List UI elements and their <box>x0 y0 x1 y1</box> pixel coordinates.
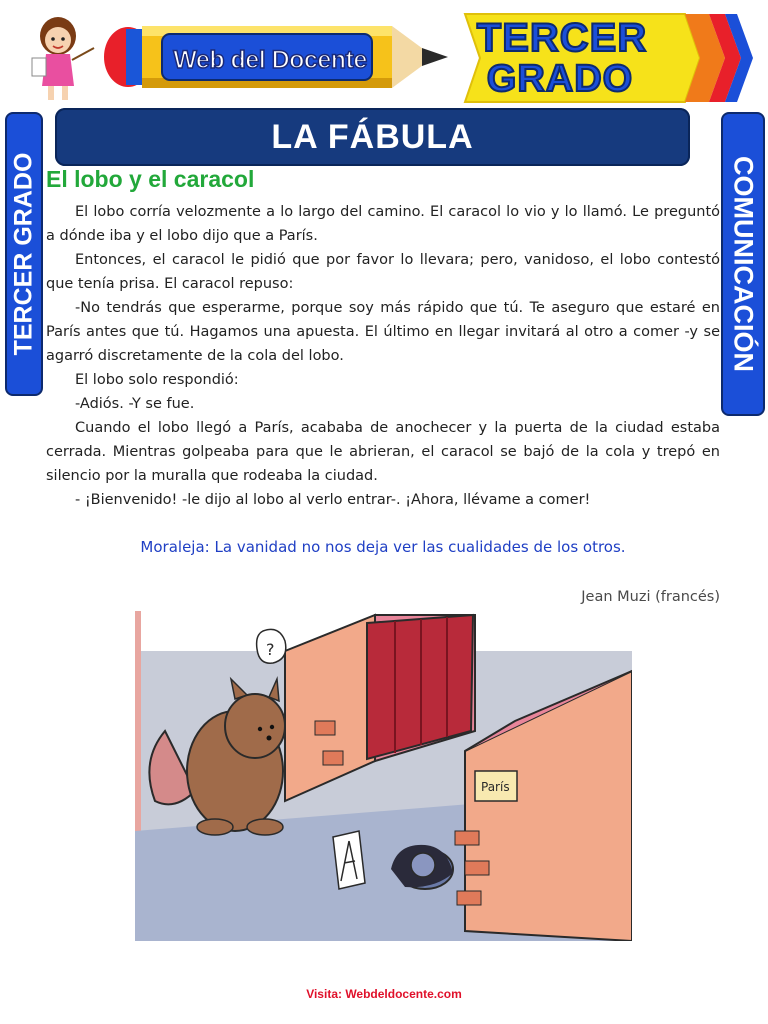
right-banner-label: COMUNICACIÓN <box>728 156 759 372</box>
story-body <box>46 200 720 512</box>
page-title: LA FÁBULA <box>271 118 474 156</box>
story-paragraph: -No tendrás que esperarme, porque soy más rápido que tú. Te aseguro que estaré en París antes que tú. Hagamos una apuesta. El último en llegar invitará al otro a comer -y se agarró discretamente de la cola del lobo. <box>46 300 720 364</box>
story-paragraph: Cuando el lobo llegó a París, acababa de anochecer y la puerta de la ciudad estaba cerrada. Mientras golpeaba para que le abrieran, el caracol se bajó de la cola y trepó en silencio por la muralla que rodeaba la ciudad. <box>46 420 720 484</box>
story-title: El lobo y el caracol <box>46 166 255 192</box>
question-mark: ? <box>266 640 275 659</box>
story-paragraph: El lobo solo respondió: <box>75 372 239 388</box>
moral-text: La vanidad no nos deja ver las cualidades de los otros. <box>214 538 626 556</box>
left-banner-label: TERCER GRADO <box>9 152 38 356</box>
paris-sign: París <box>481 780 510 794</box>
moral-label: Moraleja: <box>140 538 210 556</box>
grade-title-line1: TERCER <box>476 16 648 60</box>
story-paragraph: Entonces, el caracol le pidió que por favor lo llevara; pero, vanidoso, el lobo contestó que tenía prisa. El caracol repuso: <box>46 252 720 292</box>
teacher-logo <box>28 14 100 104</box>
footer-link[interactable]: Visita: Webdeldocente.com <box>306 987 462 1001</box>
story-paragraph: -Adiós. -Y se fue. <box>75 396 195 412</box>
brand-name: Web del Docente <box>173 46 367 74</box>
story-paragraph: El lobo corría velozmente a lo largo del camino. El caracol lo vio y lo llamó. Le preguntó a dónde iba y el lobo dijo que a París. <box>46 204 720 244</box>
left-grade-banner <box>5 112 43 396</box>
moral <box>46 538 720 556</box>
grade-title-line2: GRADO <box>486 58 634 100</box>
story-paragraph: - ¡Bienvenido! -le dijo al lobo al verlo entrar-. ¡Ahora, llévame a comer! <box>75 492 591 508</box>
author: Jean Muzi (francés) <box>581 589 720 605</box>
right-subject-banner <box>721 112 765 416</box>
story-illustration <box>135 611 632 941</box>
